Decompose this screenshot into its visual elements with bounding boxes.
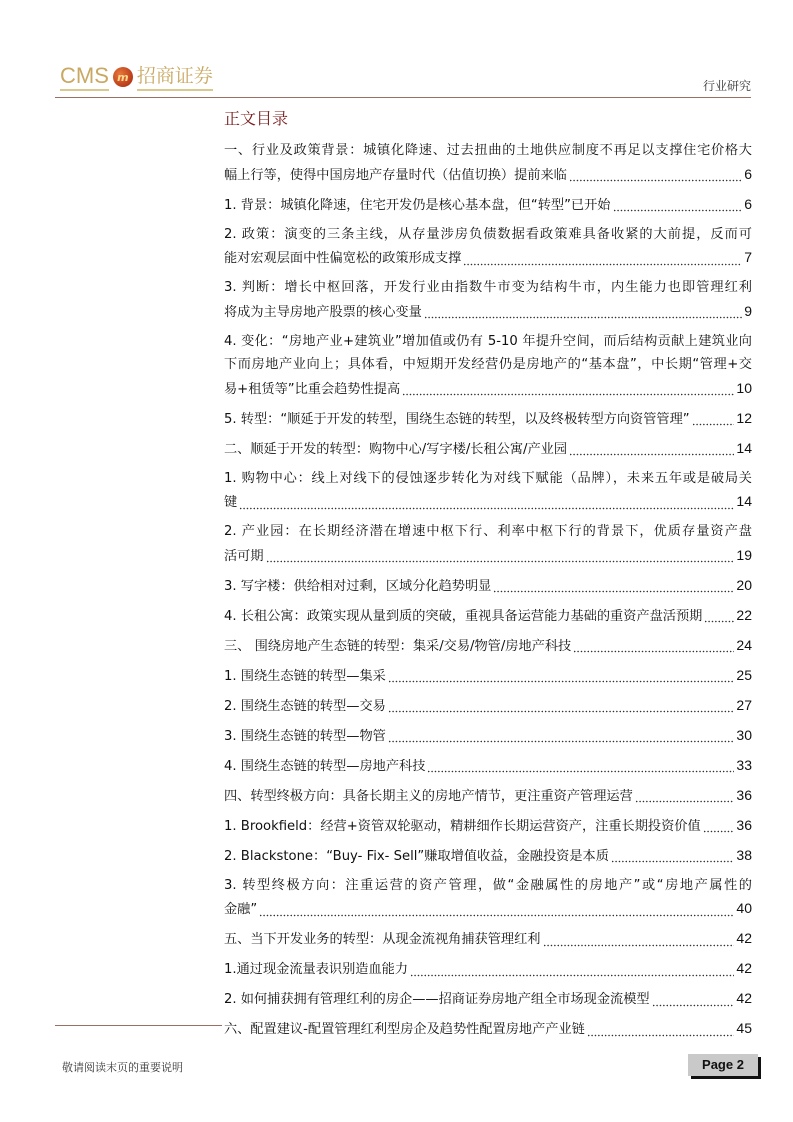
toc-entry[interactable] [224, 223, 752, 270]
toc-page-number: 7 [744, 249, 752, 265]
toc-entry-last-line [224, 246, 752, 270]
toc-entry-last-line [224, 300, 752, 324]
toc-entry-text: 活可期 [224, 548, 264, 564]
toc-entry-text: 1. 购物中心：线上对线下的侵蚀逐步转化为对线下赋能（品牌），未来五年或是破局关 [224, 470, 752, 486]
toc-entry-text: 1. 背景：城镇化降速，住宅开发仍是核心基本盘，但“转型”已开始 [224, 197, 611, 213]
toc-page-number: 14 [736, 493, 752, 509]
toc-entry-text: 2. 如何捕获拥有管理红利的房企——招商证券房地产组全市场现金流模型 [224, 992, 650, 1007]
dot-leader [493, 583, 734, 593]
toc-entry[interactable] [224, 437, 752, 461]
toc-entry[interactable] [224, 957, 752, 981]
toc-page-number: 10 [736, 379, 752, 396]
toc-page-number: 12 [736, 409, 752, 426]
toc-page-number: 6 [744, 195, 752, 212]
toc-entry-text: 键 [224, 495, 238, 510]
table-of-contents [224, 139, 752, 1047]
toc-page-number: 30 [736, 726, 752, 743]
toc-entry-last-line [224, 574, 752, 598]
toc-page-number: 14 [736, 439, 752, 456]
toc-entry-last-line [224, 1017, 752, 1041]
toc-entry-text: 1. 围绕生态链的转型—集采 [224, 668, 386, 684]
toc-entry-text: 六、配置建议-配置管理红利型房企及趋势性配置房地产产业链 [224, 1022, 585, 1037]
toc-page-number: 36 [736, 786, 752, 803]
toc-entry-text: 幅上行等，使得中国房地产存量时代（估值切换）提前来临 [224, 167, 567, 183]
toc-entry-last-line [224, 437, 752, 461]
company-logo [60, 60, 213, 94]
toc-entry-last-line [224, 163, 752, 187]
page-number-badge: Page 2 [688, 1054, 758, 1076]
dot-leader [569, 172, 742, 182]
header-divider [55, 97, 751, 98]
toc-entry[interactable] [224, 987, 752, 1011]
toc-entry-text: 1. Brookfield：经营+资管双轮驱动，精耕细作长期运营资产，注重长期投资价值 [224, 818, 701, 834]
toc-page-number: 19 [736, 546, 752, 563]
toc-entry-text: 将成为主导房地产股票的核心变量 [224, 304, 422, 320]
toc-entry-text: 四、转型终极方向：具备长期主义的房地产情节，更注重资产管理运营 [224, 788, 633, 804]
toc-page-number: 27 [736, 696, 752, 713]
toc-entry-last-line [224, 957, 752, 981]
dot-leader [402, 386, 734, 396]
logo-chinese-text: 招商证券 [137, 63, 213, 91]
dot-leader [704, 613, 734, 623]
toc-entry-last-line [224, 724, 752, 748]
dot-leader [611, 853, 735, 863]
toc-entry-text: 4. 长租公寓：政策实现从量到质的突破，重视具备运营能力基础的重资产盘活预期 [224, 608, 703, 624]
toc-entry[interactable] [224, 467, 752, 514]
toc-entry[interactable] [224, 330, 752, 401]
footer-divider [55, 1025, 222, 1026]
toc-entry-last-line [224, 377, 752, 401]
toc-entry[interactable] [224, 634, 752, 658]
dot-leader [692, 416, 735, 426]
toc-entry[interactable] [224, 927, 752, 951]
toc-entry[interactable] [224, 139, 752, 186]
toc-page-number: 36 [736, 816, 752, 833]
logo-latin-text: CMS [60, 63, 109, 91]
toc-entry-text: 3. 转型终极方向：注重运营的资产管理，做“金融属性的房地产”或“房地产属性的 [224, 877, 752, 893]
toc-title: 正文目录 [224, 109, 289, 128]
dot-leader [388, 703, 735, 713]
toc-entry-last-line [224, 987, 752, 1011]
dot-leader [587, 1027, 735, 1037]
toc-entry-text: 2. Blackstone：“Buy- Fix- Sell”赚取增值收益，金融投资是本质 [224, 848, 609, 864]
dot-leader [410, 967, 734, 977]
toc-entry-last-line [224, 490, 752, 514]
toc-entry-text: 下而房地产业向上；具体看，中短期开发经营仍是房地产的“基本盘”，中长期“管理+交 [224, 357, 752, 372]
dot-leader [427, 763, 734, 773]
toc-entry-last-line [224, 193, 752, 217]
toc-page-number: 42 [736, 990, 752, 1006]
toc-entry[interactable] [224, 407, 752, 431]
logo-emblem-icon: m [113, 67, 133, 87]
toc-entry-text: 3. 围绕生态链的转型—物管 [224, 728, 386, 744]
dot-leader [388, 733, 735, 743]
toc-entry[interactable] [224, 664, 752, 688]
toc-entry-text: 一、行业及政策背景：城镇化降速、过去扭曲的土地供应制度不再足以支撑住宅价格大 [224, 143, 752, 158]
dot-leader [613, 202, 743, 212]
toc-entry-last-line [224, 664, 752, 688]
toc-entry-last-line [224, 814, 752, 838]
toc-entry[interactable] [224, 604, 752, 628]
toc-entry-text: 三、 围绕房地产生态链的转型：集采/交易/物管/房地产科技 [224, 638, 572, 654]
toc-entry-text: 3. 判断：增长中枢回落，开发行业由指数牛市变为结构牛市，内生能力也即管理红利 [224, 280, 752, 295]
toc-entry[interactable] [224, 724, 752, 748]
dot-leader [266, 553, 735, 563]
toc-page-number: 38 [736, 846, 752, 863]
dot-leader [424, 309, 742, 319]
dot-leader [259, 907, 734, 917]
toc-page-number: 42 [736, 930, 752, 946]
dot-leader [652, 997, 735, 1007]
toc-entry[interactable] [224, 874, 752, 921]
toc-entry[interactable] [224, 814, 752, 838]
dot-leader [569, 446, 734, 456]
toc-entry-last-line [224, 897, 752, 921]
toc-entry-text: 1.通过现金流量表识别造血能力 [224, 962, 409, 977]
toc-entry-text: 2. 产业园：在长期经济潜在增速中枢下行、利率中枢下行的背景下，优质存量资产盘 [224, 524, 752, 539]
toc-entry-last-line [224, 604, 752, 628]
dot-leader [239, 500, 734, 510]
toc-entry-text: 5. 转型：“顺延于开发的转型，围绕生态链的转型，以及终极转型方向资管管理” [224, 411, 690, 427]
toc-entry-text: 二、顺延于开发的转型：购物中心/写字楼/长租公寓/产业园 [224, 441, 568, 457]
toc-entry[interactable] [224, 520, 752, 567]
toc-page-number: 22 [736, 606, 752, 623]
toc-page-number: 33 [736, 756, 752, 773]
footer-disclaimer-note: 敬请阅读末页的重要说明 [62, 1061, 183, 1074]
toc-entry-last-line [224, 634, 752, 658]
dot-leader [635, 793, 735, 803]
toc-entry-last-line [224, 407, 752, 431]
toc-entry-last-line [224, 784, 752, 808]
toc-entry-last-line [224, 694, 752, 718]
toc-page-number: 20 [736, 576, 752, 593]
toc-page-number: 6 [744, 165, 752, 182]
toc-entry[interactable] [224, 784, 752, 808]
toc-entry[interactable] [224, 694, 752, 718]
dot-leader [543, 937, 735, 947]
toc-page-number: 40 [736, 900, 752, 916]
toc-entry[interactable] [224, 276, 752, 323]
toc-entry[interactable] [224, 193, 752, 217]
toc-entry-last-line [224, 754, 752, 778]
toc-entry-last-line [224, 844, 752, 868]
toc-entry-text: 3. 写字楼：供给相对过剩，区域分化趋势明显 [224, 578, 492, 594]
toc-entry-text: 2. 政策：演变的三条主线，从存量涉房负债数据看政策难具备收紧的大前提，反而可 [224, 226, 752, 242]
dot-leader [573, 643, 734, 653]
toc-entry-text: 2. 围绕生态链的转型—交易 [224, 698, 386, 714]
toc-entry[interactable] [224, 574, 752, 598]
toc-page-number: 25 [736, 666, 752, 683]
toc-entry-text: 4. 变化：“房地产业+建筑业”增加值或仍有 5-10 年提升空间，而后结构贡献上建筑业向 [224, 333, 752, 349]
toc-entry-last-line [224, 544, 752, 568]
toc-page-number: 24 [736, 636, 752, 653]
toc-page-number: 45 [736, 1020, 752, 1036]
dot-leader [463, 256, 742, 266]
dot-leader [703, 823, 735, 833]
toc-entry-text: 能对宏观层面中性偏宽松的政策形成支撑 [224, 251, 462, 266]
toc-entry[interactable] [224, 754, 752, 778]
toc-entry-text: 五、当下开发业务的转型：从现金流视角捕获管理红利 [224, 932, 541, 947]
toc-entry-text: 4. 围绕生态链的转型—房地产科技 [224, 758, 426, 774]
toc-entry-text: 金融” [224, 902, 258, 917]
toc-entry[interactable] [224, 1017, 752, 1041]
toc-page-number: 42 [736, 960, 752, 976]
toc-entry-text: 易+租赁等”比重会趋势性提高 [224, 381, 401, 397]
dot-leader [388, 673, 735, 683]
toc-page-number: 9 [744, 302, 752, 319]
document-type-label: 行业研究 [702, 79, 751, 93]
toc-entry[interactable] [224, 844, 752, 868]
toc-entry-last-line [224, 927, 752, 951]
